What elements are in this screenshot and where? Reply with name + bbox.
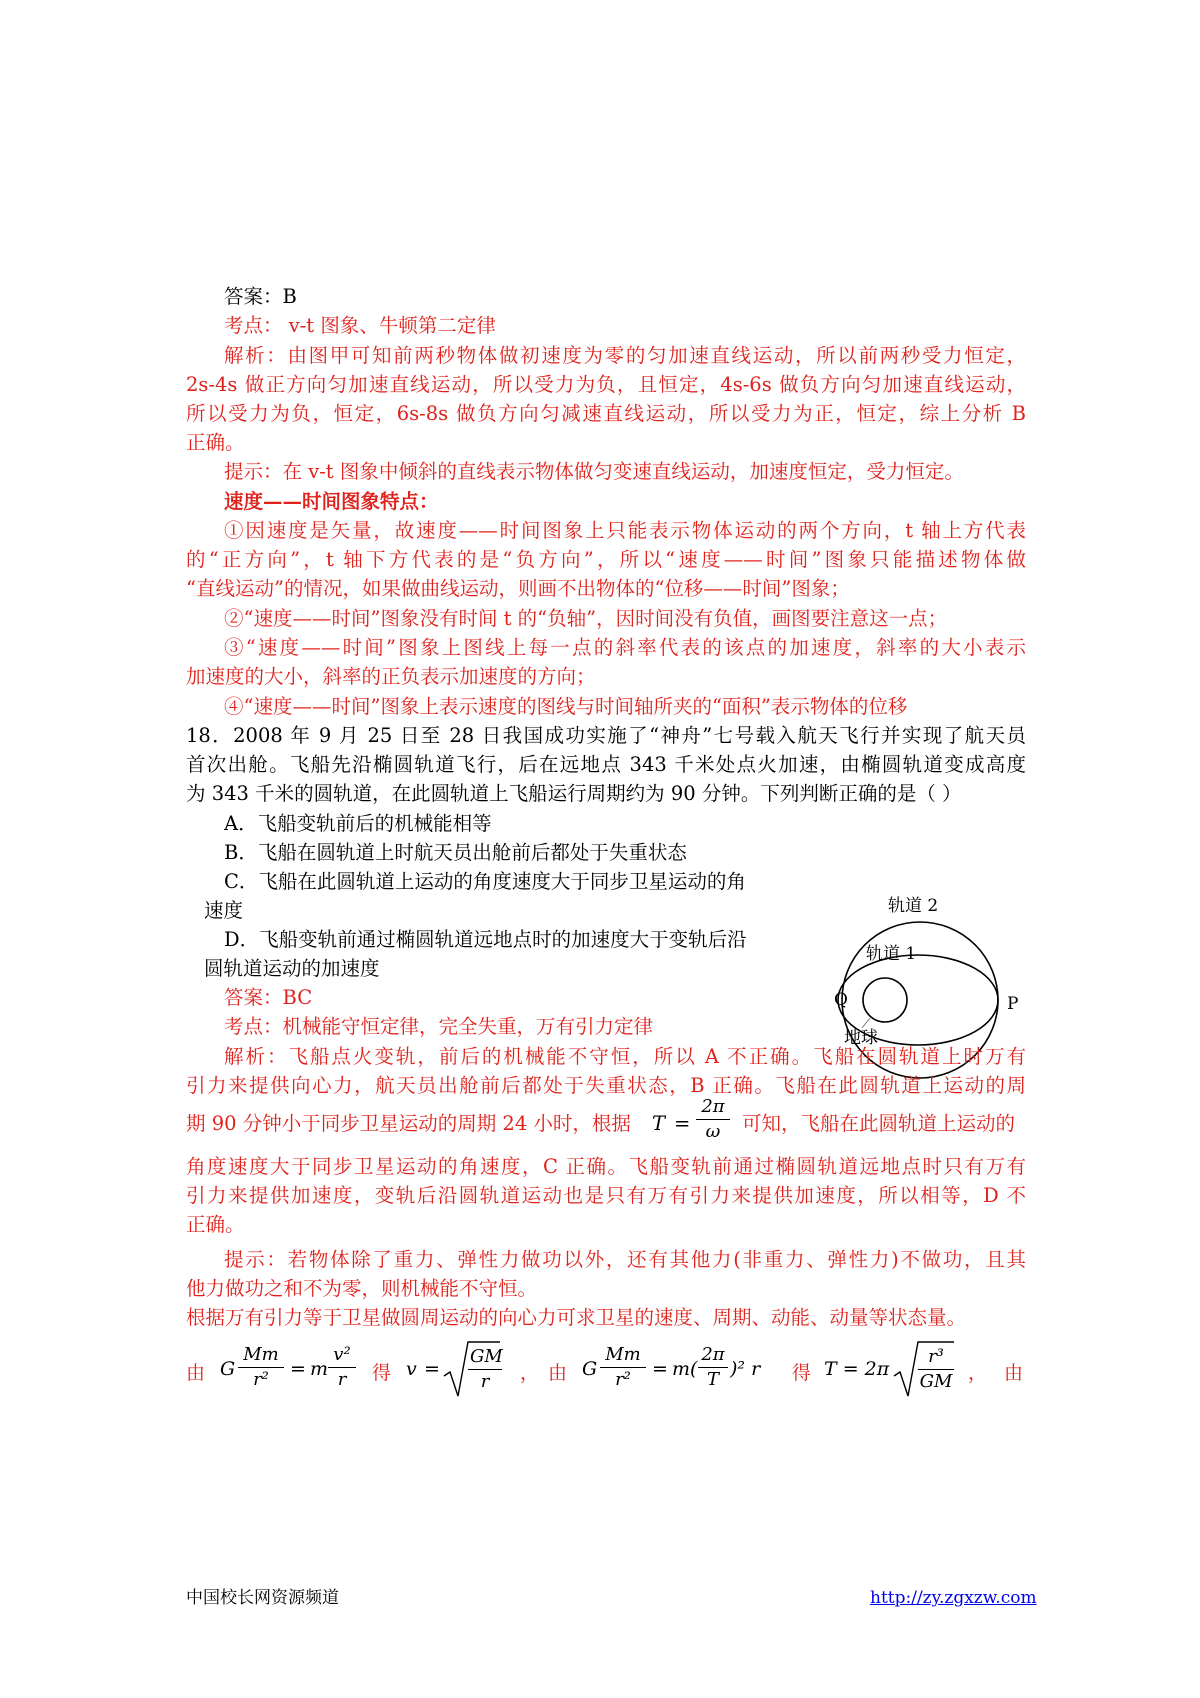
formula-line-after: 可知，飞船在此圆轨道上运动的 bbox=[742, 1112, 1016, 1135]
fraction-bar bbox=[918, 1369, 954, 1370]
denominator-r: r bbox=[480, 1371, 490, 1392]
point-q-label: Q bbox=[834, 990, 848, 1010]
tishi-18-line-1: 提示：若物体除了重力、弹性力做功以外，还有其他力(非重力、弹性力)不做功，且其 bbox=[224, 1248, 1026, 1271]
fraction-bar bbox=[600, 1367, 646, 1368]
denominator-GM: GM bbox=[919, 1371, 953, 1392]
comma-2: ， bbox=[968, 1362, 988, 1384]
jiexi-17-line-2: 2s-4s 做正方向匀加速直线运动，所以受力为负，且恒定，4s-6s 做负方向匀加速直线运动， bbox=[186, 373, 1026, 396]
numerator-Mm: Mm bbox=[605, 1344, 641, 1365]
option-c-line-2: 速度 bbox=[204, 899, 244, 922]
fraction-bar bbox=[328, 1367, 356, 1368]
footer-link[interactable]: http://zy.zgxzw.com bbox=[870, 1588, 1037, 1608]
fraction-Mm-r2-1 bbox=[238, 1344, 284, 1391]
vt-heading: 速度——时间图象特点： bbox=[224, 490, 439, 513]
fraction-bar bbox=[698, 1367, 728, 1368]
you-3: 由 bbox=[1004, 1362, 1024, 1384]
numerator-Mm: Mm bbox=[243, 1344, 279, 1365]
formula-G-1: G bbox=[220, 1358, 236, 1380]
formula-m-1: m bbox=[310, 1358, 329, 1380]
formula-line-before: 期 90 分钟小于同步卫星运动的周期 24 小时，根据 bbox=[186, 1112, 631, 1135]
jiexi-17-line-1: 解析：由图甲可知前两秒物体做初速度为零的匀加速直线运动，所以前两秒受力恒定， bbox=[224, 344, 1026, 367]
vt-point-1a: ①因速度是矢量，故速度——时间图象上只能表示物体运动的两个方向，t 轴上方代表 bbox=[224, 519, 1026, 542]
fraction-v2-r bbox=[328, 1344, 356, 1391]
formula-v: v bbox=[406, 1358, 417, 1380]
jiexi-17-line-3: 所以受力为负，恒定，6s-8s 做负方向匀减速直线运动，所以受力为正，恒定，综上分析 B bbox=[186, 402, 1026, 425]
option-a: A．飞船变轨前后的机械能相等 bbox=[224, 812, 492, 835]
jiexi-18-line-1: 解析：飞船点火变轨，前后的机械能不守恒，所以 A 不正确。飞船在圆轨道上时万有 bbox=[224, 1045, 1026, 1068]
tishi-17: 提示：在 v-t 图象中倾斜的直线表示物体做匀变速直线运动，加速度恒定，受力恒定。 bbox=[224, 460, 964, 483]
denominator-r2: r² bbox=[615, 1369, 631, 1390]
option-b: B．飞船在圆轨道上时航天员出舱前后都处于失重状态 bbox=[224, 841, 687, 864]
question-18-line-3: 为 343 千米的圆轨道，在此圆轨道上飞船运行周期约为 90 分钟。下列判断正确的是（ ） bbox=[186, 782, 962, 805]
denominator-r: r bbox=[337, 1369, 347, 1390]
orbit-2-label: 轨道 2 bbox=[888, 896, 939, 916]
question-18-line-1: 18．2008 年 9 月 25 日至 28 日我国成功实施了“神舟”七号载入航天飞行并实现了航天员 bbox=[186, 724, 1026, 747]
fraction-r3-GM bbox=[918, 1346, 954, 1393]
numerator-r3: r³ bbox=[928, 1346, 944, 1367]
earth-label: 地球 bbox=[844, 1028, 878, 1048]
formula-T: T bbox=[652, 1112, 666, 1135]
vt-point-2: ②“速度——时间”图象没有时间 t 的“负轴”，因时间没有负值，画图要注意这一点； bbox=[224, 607, 948, 630]
fraction-numerator: 2π bbox=[701, 1096, 725, 1117]
jiexi-18-line-4: 角度速度大于同步卫星运动的角速度，C 正确。飞船变轨前通过椭圆轨道远地点时只有万有 bbox=[186, 1155, 1026, 1178]
formula-paren-sq-r: )² r bbox=[730, 1358, 761, 1380]
tishi-18-line-2: 他力做功之和不为零，则机械能不守恒。 bbox=[186, 1277, 538, 1300]
fraction-denominator: ω bbox=[705, 1121, 721, 1142]
fraction-bar bbox=[696, 1119, 730, 1120]
answer-18: 答案：BC bbox=[224, 986, 313, 1009]
numerator-2pi: 2π bbox=[701, 1344, 725, 1365]
de-2: 得 bbox=[792, 1362, 812, 1384]
fraction-Mm-r2-2 bbox=[600, 1344, 646, 1391]
eq-3: = bbox=[652, 1358, 668, 1380]
jiexi-18-line-6: 正确。 bbox=[186, 1213, 245, 1236]
eq-1: = bbox=[290, 1358, 306, 1380]
orbit-1-label: 轨道 1 bbox=[866, 944, 917, 964]
jiexi-18-line-5: 引力来提供加速度，变轨后沿圆轨道运动也是只有万有引力来提供加速度，所以相等，D 不 bbox=[186, 1184, 1026, 1207]
formula-eq: = bbox=[674, 1112, 691, 1135]
eq-2: = bbox=[424, 1358, 440, 1380]
vt-point-1c: “直线运动”的情况，如果做曲线运动，则画不出物体的“位移——时间”图象； bbox=[186, 577, 850, 600]
option-c-line-1: C．飞船在此圆轨道上运动的角度速度大于同步卫星运动的角 bbox=[224, 870, 746, 893]
numerator-GM: GM bbox=[470, 1346, 503, 1367]
you-2: 由 bbox=[548, 1362, 568, 1384]
vt-point-3a: ③“速度——时间”图象上图线上每一点的斜率代表的该点的加速度，斜率的大小表示 bbox=[224, 636, 1026, 659]
option-d-line-1: D．飞船变轨前通过椭圆轨道远地点时的加速度大于变轨后沿 bbox=[224, 928, 747, 951]
denominator-r2: r² bbox=[253, 1369, 269, 1390]
option-d-line-2: 圆轨道运动的加速度 bbox=[204, 957, 380, 980]
kaodian-17: 考点： v-t 图象、牛顿第二定律 bbox=[224, 314, 496, 337]
denominator-T: T bbox=[706, 1369, 719, 1390]
kaodian-18: 考点：机械能守恒定律，完全失重，万有引力定律 bbox=[224, 1015, 654, 1038]
formula-m-paren: m( bbox=[672, 1358, 698, 1380]
vt-point-1b: 的“正方向”，t 轴下方代表的是“负方向”，所以“速度——时间”图象只能描述物体做 bbox=[186, 548, 1026, 571]
fraction-2pi-T bbox=[698, 1344, 728, 1391]
jiexi-18-formula-line bbox=[186, 1096, 1026, 1156]
formula-G-2: G bbox=[582, 1358, 598, 1380]
formula-row bbox=[186, 1338, 1026, 1408]
formula-2pi-over-omega bbox=[696, 1096, 730, 1143]
footer-source: 中国校长网资源频道 bbox=[186, 1588, 339, 1608]
de-1: 得 bbox=[372, 1362, 392, 1384]
numerator-v2: v² bbox=[333, 1344, 351, 1365]
fraction-bar bbox=[238, 1367, 284, 1368]
formula-T-eq-2pi: T = 2π bbox=[824, 1358, 890, 1380]
jiexi-17-line-4: 正确。 bbox=[186, 431, 245, 454]
comma-1: ， bbox=[520, 1362, 540, 1384]
fraction-GM-r bbox=[468, 1346, 502, 1393]
point-p-label: P bbox=[1007, 994, 1019, 1014]
question-18-line-2: 首次出舱。飞船先沿椭圆轨道飞行，后在远地点 343 千米处点火加速，由椭圆轨道变成高度 bbox=[186, 753, 1026, 776]
answer-17: 答案：B bbox=[224, 285, 297, 308]
fraction-bar bbox=[468, 1369, 502, 1370]
summary-line: 根据万有引力等于卫星做圆周运动的向心力可求卫星的速度、周期、动能、动量等状态量。 bbox=[186, 1306, 967, 1329]
you-1: 由 bbox=[186, 1362, 206, 1384]
vt-point-4: ④“速度——时间”图象上表示速度的图线与时间轴所夹的“面积”表示物体的位移 bbox=[224, 695, 908, 718]
vt-point-3b: 加速度的大小，斜率的正负表示加速度的方向； bbox=[186, 665, 596, 688]
jiexi-18-line-2: 引力来提供向心力，航天员出舱前后都处于失重状态，B 正确。飞船在此圆轨道上运动的周 bbox=[186, 1074, 1026, 1097]
